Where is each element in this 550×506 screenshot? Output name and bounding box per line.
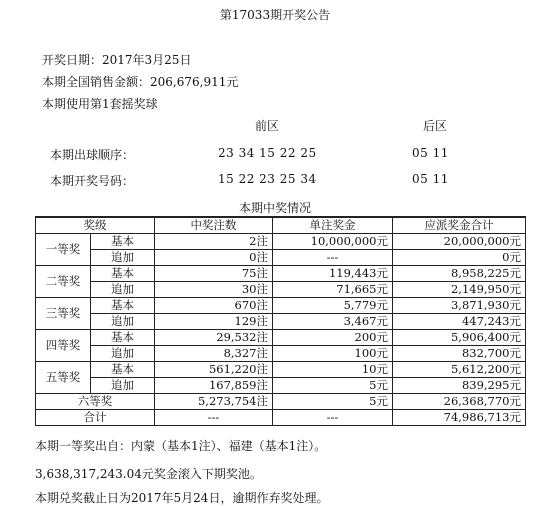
bet-type: 追加 — [91, 346, 155, 362]
level-name: 二等奖 — [36, 266, 91, 298]
unit-prize: 200元 — [273, 330, 393, 346]
total-prize: 3,871,930元 — [393, 298, 526, 314]
draw-order-label: 本期出球顺序： — [50, 148, 135, 162]
first-prize-origin: 本期一等奖出自：内蒙（基本1注）、福建（基本1注）。 — [35, 439, 327, 453]
total-prize: 832,700元 — [393, 346, 526, 362]
unit-prize: 5元 — [273, 394, 393, 410]
header-total: 应派奖金合计 — [393, 217, 526, 234]
table-title: 本期中奖情况 — [238, 201, 311, 215]
bet-type: 基本 — [91, 266, 155, 282]
table-row — [36, 234, 526, 250]
table-row — [36, 378, 526, 394]
prize-table — [35, 216, 526, 426]
winner-count: 0注 — [155, 250, 273, 266]
winner-count: 8,327注 — [155, 346, 273, 362]
sum-count: --- — [155, 410, 273, 426]
jackpot-rollover: 3,638,317,243.04元奖金滚入下期奖池。 — [35, 467, 262, 481]
level-name: 六等奖 — [36, 394, 155, 410]
page-title: 第17033期开奖公告 — [219, 8, 331, 22]
claim-deadline: 本期兑奖截止日为2017年5月24日，逾期作弃奖处理。 — [35, 491, 329, 505]
draw-numbers-front: 15 22 23 25 34 — [218, 172, 317, 186]
table-row — [36, 346, 526, 362]
sum-total: 74,986,713元 — [393, 410, 526, 426]
header-count: 中奖注数 — [155, 217, 273, 234]
sales-amount: 本期全国销售金额：206,676,911元 — [42, 75, 239, 89]
bet-type: 基本 — [91, 298, 155, 314]
ball-set: 本期使用第1套摇奖球 — [42, 97, 158, 111]
table-row — [36, 298, 526, 314]
winner-count: 2注 — [155, 234, 273, 250]
unit-prize: 10元 — [273, 362, 393, 378]
sum-label: 合计 — [36, 410, 155, 426]
total-prize: 447,243元 — [393, 314, 526, 330]
unit-prize: 119,443元 — [273, 266, 393, 282]
table-row-sixth — [36, 394, 526, 410]
winner-count: 129注 — [155, 314, 273, 330]
bet-type: 追加 — [91, 282, 155, 298]
table-row-sum — [36, 410, 526, 426]
table-row — [36, 282, 526, 298]
total-prize: 2,149,950元 — [393, 282, 526, 298]
header-level: 奖级 — [36, 217, 155, 234]
total-prize: 5,906,400元 — [393, 330, 526, 346]
total-prize: 5,612,200元 — [393, 362, 526, 378]
level-name: 五等奖 — [36, 362, 91, 394]
draw-date: 开奖日期：2017年3月25日 — [42, 53, 192, 67]
draw-numbers-label: 本期开奖号码： — [50, 174, 135, 188]
table-row — [36, 266, 526, 282]
total-prize: 26,368,770元 — [393, 394, 526, 410]
total-prize: 8,958,225元 — [393, 266, 526, 282]
sum-prize: --- — [273, 410, 393, 426]
draw-order-front: 23 34 15 22 25 — [218, 146, 317, 160]
unit-prize: 3,467元 — [273, 314, 393, 330]
table-header-row — [36, 217, 526, 234]
winner-count: 29,532注 — [155, 330, 273, 346]
level-name: 四等奖 — [36, 330, 91, 362]
table-row — [36, 362, 526, 378]
winner-count: 670注 — [155, 298, 273, 314]
table-row — [36, 314, 526, 330]
winner-count: 75注 — [155, 266, 273, 282]
level-name: 一等奖 — [36, 234, 91, 266]
total-prize: 20,000,000元 — [393, 234, 526, 250]
unit-prize: --- — [273, 250, 393, 266]
winner-count: 30注 — [155, 282, 273, 298]
unit-prize: 5,779元 — [273, 298, 393, 314]
front-zone-header: 前区 — [255, 119, 280, 133]
total-prize: 839,295元 — [393, 378, 526, 394]
bet-type: 追加 — [91, 314, 155, 330]
total-prize: 0元 — [393, 250, 526, 266]
bet-type: 基本 — [91, 234, 155, 250]
bet-type: 追加 — [91, 250, 155, 266]
winner-count: 167,859注 — [155, 378, 273, 394]
winner-count: 561,220注 — [155, 362, 273, 378]
table-row — [36, 330, 526, 346]
bet-type: 基本 — [91, 330, 155, 346]
unit-prize: 5元 — [273, 378, 393, 394]
bet-type: 基本 — [91, 362, 155, 378]
draw-order-back: 05 11 — [412, 146, 449, 160]
bet-type: 追加 — [91, 378, 155, 394]
winner-count: 5,273,754注 — [155, 394, 273, 410]
back-zone-header: 后区 — [423, 119, 448, 133]
unit-prize: 10,000,000元 — [273, 234, 393, 250]
unit-prize: 100元 — [273, 346, 393, 362]
header-prize: 单注奖金 — [273, 217, 393, 234]
level-name: 三等奖 — [36, 298, 91, 330]
draw-numbers-back: 05 11 — [412, 172, 449, 186]
unit-prize: 71,665元 — [273, 282, 393, 298]
table-row — [36, 250, 526, 266]
